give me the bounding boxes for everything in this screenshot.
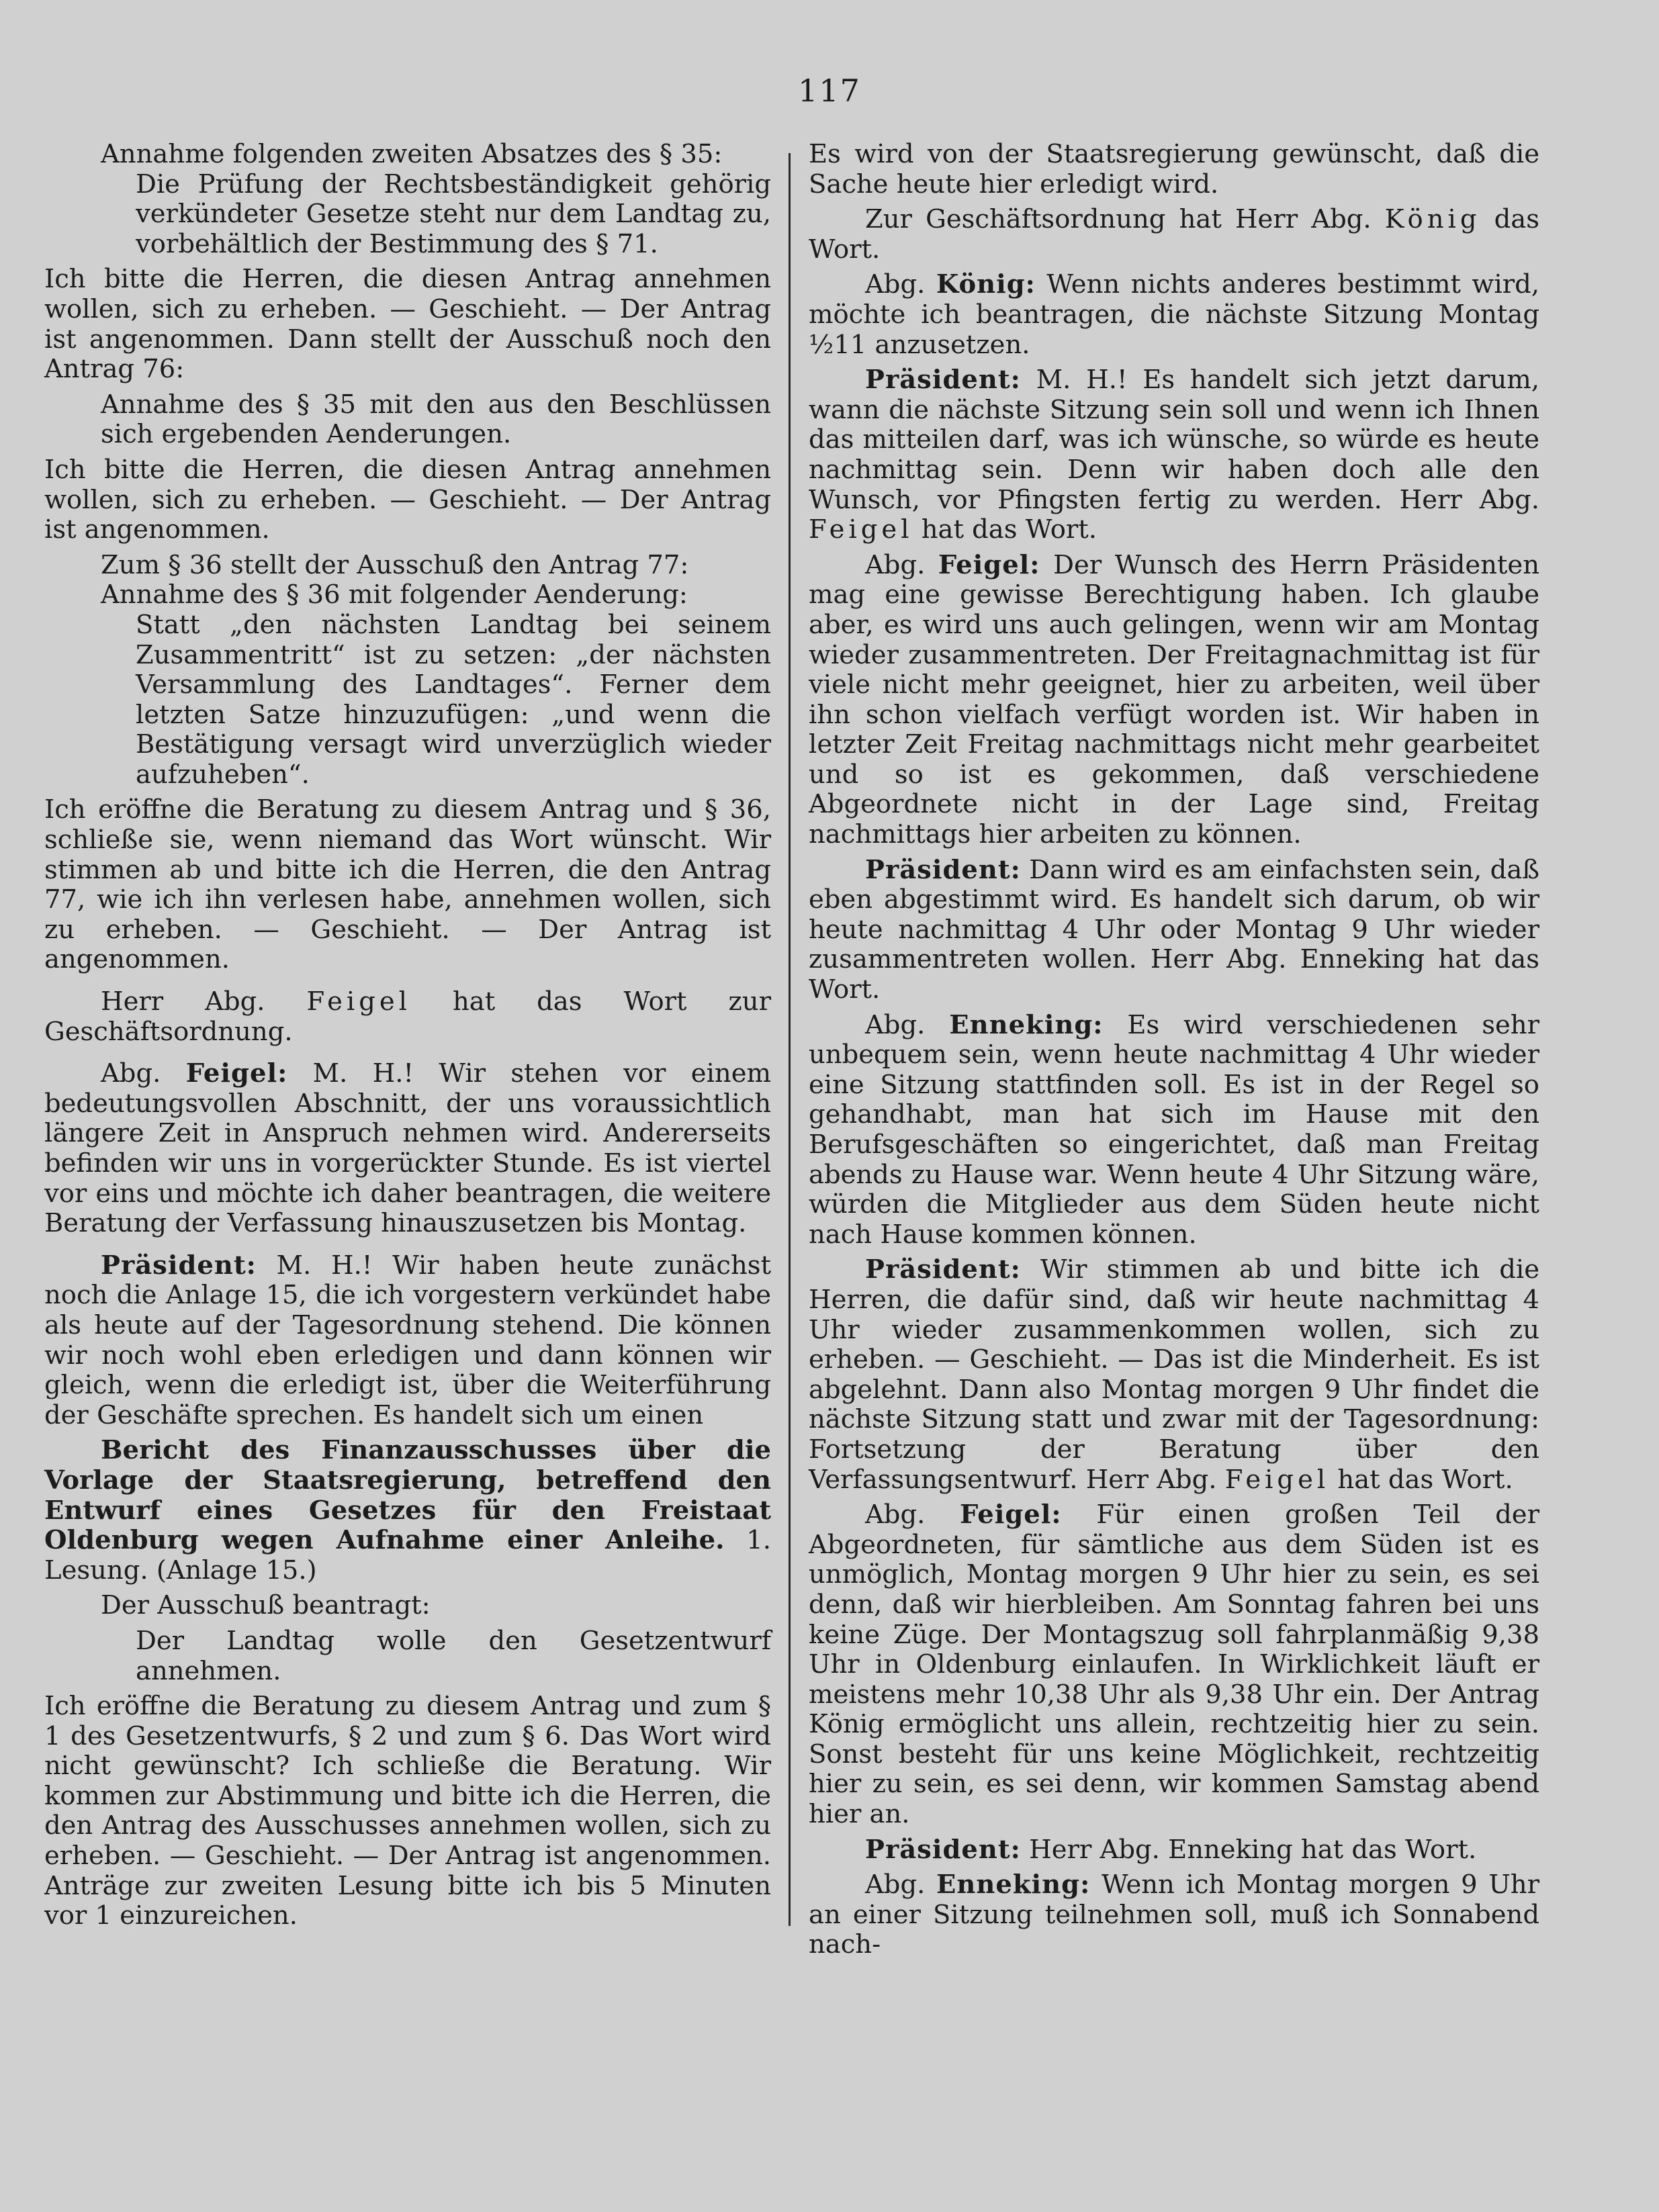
text: Abg. bbox=[865, 549, 938, 580]
paragraph: Ich eröffne die Beratung zu diesem Antrag und § 36, schließe sie, wenn niemand das Wort wünscht. Wir stimmen ab und bitte ich die Herren, die den Antrag 77, wie ich ihn verlesen habe, annehmen wollen, sich zu erheben. — Geschieht. — Der Antrag ist angenommen. bbox=[44, 794, 771, 975]
speaker-name: König bbox=[1384, 204, 1481, 235]
speaker-label: König: bbox=[936, 269, 1036, 300]
paragraph: Ich bitte die Herren, die diesen Antrag annehmen wollen, sich zu erheben. — Geschieht. — Der Antrag ist angenommen. Dann stellt der Ausschuß noch den Antrag 76: bbox=[44, 264, 771, 385]
speaker-label: Feigel: bbox=[185, 1058, 288, 1089]
speech-text: Der Wunsch des Herrn Präsidenten mag eine gewisse Berechtigung haben. Ich glaube aber, es wird uns auch gelingen, wenn wir am Montag wieder zusammentreten. Der Freitagnachmittag ist für viele nicht mehr geeignet, hier zu arbeiten, weil über ihn schon vielfach verfügt worden ist. Wir haben in letzter Zeit Freitag nachmittags nicht mehr gearbeitet und so ist es gekommen, daß verschiedene Abgeordnete nicht in der Lage sind, Freitag nachmittags hier arbeiten zu können. bbox=[809, 549, 1539, 850]
left-column bbox=[44, 140, 771, 1931]
paragraph bbox=[809, 205, 1539, 265]
paragraph bbox=[44, 987, 771, 1047]
speech-text: Herr Abg. Enneking hat das Wort. bbox=[1020, 1834, 1477, 1865]
speech-text: Wenn nichts anderes bestimmt wird, möchte ich beantragen, die nächste Sitzung Montag ½11 anzusetzen. bbox=[809, 269, 1539, 360]
text: Herr Abg. bbox=[101, 986, 307, 1017]
speech bbox=[809, 551, 1539, 850]
quoted-motion: Der Landtag wolle den Gesetzentwurf annehmen. bbox=[136, 1625, 771, 1686]
page-number: 117 bbox=[798, 73, 861, 109]
speech-text: Es wird verschiedenen sehr unbequem sein, wenn heute nachmittag 4 Uhr wieder eine Sitzung stattfinden soll. Es ist in der Regel so gehandhabt, man hat sich im Hause mit den Berufsgeschäften so eingerichtet, daß man Freitag abends zu Hause war. Wenn heute 4 Uhr Sitzung wäre, würden die Mitglieder aus dem Süden heute nicht nach Hause kommen können. bbox=[809, 1009, 1539, 1250]
right-column bbox=[809, 140, 1539, 1960]
agenda-heading: Bericht des Finanzausschusses über die Vorlage der Staatsregierung, betreffend den Entwurf eines Gesetzes für den Freistaat Oldenburg wegen Aufnahme einer Anleihe. bbox=[44, 1435, 771, 1556]
paragraph: Annahme folgenden zweiten Absatzes des § 35: bbox=[101, 139, 723, 169]
text: hat das Wort. bbox=[1329, 1464, 1513, 1495]
speech-text: M. H.! Wir haben heute zunächst noch die Anlage 15, die ich vorgestern verkündet habe als heute auf der Tagesordnung stehend. Die können wir noch wohl eben erledigen und dann können wir gleich, wenn die erledigt ist, über die Weiterführung der Geschäfte sprechen. Es handelt sich um einen bbox=[44, 1250, 771, 1430]
speaker-label: Präsident: bbox=[865, 365, 1021, 396]
speaker-label: Enneking: bbox=[936, 1870, 1091, 1900]
speech bbox=[809, 1870, 1539, 1960]
column-divider bbox=[789, 153, 791, 1926]
paragraph: Ich bitte die Herren, die diesen Antrag annehmen wollen, sich zu erheben. — Geschieht. — Der Antrag ist angenommen. bbox=[44, 454, 771, 545]
speaker-label: Feigel: bbox=[960, 1500, 1062, 1530]
speech bbox=[809, 270, 1539, 360]
speaker-label: Enneking: bbox=[949, 1009, 1104, 1040]
speech bbox=[809, 856, 1539, 1005]
quoted-motion: Annahme des § 35 mit den aus den Beschlüssen sich ergebenden Aenderungen. bbox=[101, 389, 771, 450]
speech-text: Für einen großen Teil der Abgeordneten, für sämtliche aus dem Süden ist es unmöglich, Montag morgen 9 Uhr hier zu sein, es sei denn, daß wir hierbleiben. Am Sonntag fahren bei uns keine Züge. Der Montagszug soll fahrplanmäßig 9,38 Uhr in Oldenburg einlaufen. In Wirklichkeit läuft er meistens mehr 10,38 Uhr als 9,38 Uhr ein. Der Antrag König ermöglicht uns allein, rechtzeitig hier zu sein. Sonst besteht für uns keine Möglichkeit, rechtzeitig hier zu sein, es sei denn, wir kommen Samstag abend hier an. bbox=[809, 1500, 1539, 1830]
text: das Wort. bbox=[809, 204, 1539, 265]
text: Abg. bbox=[865, 1870, 937, 1900]
agenda-item bbox=[44, 1436, 771, 1585]
text: 1. Lesung. (Anlage 15.) bbox=[44, 1525, 771, 1585]
text: Abg. bbox=[865, 269, 936, 300]
speaker-label: Präsident: bbox=[865, 854, 1021, 885]
speech bbox=[809, 1011, 1539, 1250]
speaker-label: Präsident: bbox=[101, 1250, 257, 1281]
speaker-name: Feigel bbox=[1224, 1464, 1330, 1495]
speech bbox=[809, 365, 1539, 545]
speech bbox=[809, 1835, 1539, 1865]
text: Abg. bbox=[101, 1058, 186, 1089]
speech bbox=[44, 1251, 771, 1431]
paragraph: Annahme des § 36 mit folgender Aenderung: bbox=[101, 580, 688, 610]
speaker-label: Präsident: bbox=[865, 1834, 1021, 1865]
paragraph: Der Ausschuß beantragt: bbox=[101, 1590, 431, 1621]
quoted-motion: Die Prüfung der Rechtsbeständigkeit gehörig verkündeter Gesetze steht nur dem Landtag zu, vorbehältlich der Bestimmung des § 71. bbox=[136, 169, 771, 259]
speaker-label: Präsident: bbox=[865, 1254, 1021, 1285]
speech bbox=[809, 1255, 1539, 1495]
speech-text: Dann wird es am einfachsten sein, daß eben abgestimmt wird. Es handelt sich darum, ob wir heute nachmittag 4 Uhr oder Montag 9 Uhr wieder zusammentreten wollen. Herr Abg. Enneking hat das Wort. bbox=[809, 854, 1539, 1005]
speaker-name: Feigel bbox=[306, 986, 411, 1017]
speaker-label: Feigel: bbox=[938, 549, 1040, 580]
speech-text: Wenn ich Montag morgen 9 Uhr an einer Sitzung teilnehmen soll, muß ich Sonnabend nach- bbox=[809, 1870, 1539, 1960]
speech-text: M. H.! Es handelt sich jetzt darum, wann die nächste Sitzung sein soll und wenn ich Ihnen das mitteilen darf, was ich wünsche, so würde es heute nachmittag sein. Denn wir haben doch alle den Wunsch, vor Pfingsten fertig zu werden. Herr Abg. bbox=[809, 365, 1539, 515]
paragraph: Es wird von der Staatsregierung gewünscht, daß die Sache heute hier erledigt wird. bbox=[809, 139, 1539, 199]
text: hat das Wort. bbox=[913, 514, 1097, 545]
speech bbox=[809, 1500, 1539, 1830]
quoted-motion: Statt „den nächsten Landtag bei seinem Zusammentritt“ ist zu setzen: „der nächsten Versammlung des Landtages“. Ferner dem letzten Satze hinzuzufügen: „und wenn die Bestätigung versagt wird unverzüglich wieder aufzuheben“. bbox=[136, 609, 771, 790]
text: Zur Geschäftsordnung hat Herr Abg. bbox=[865, 204, 1385, 235]
paragraph: Ich eröffne die Beratung zu diesem Antrag und zum § 1 des Gesetzentwurfs, § 2 und zum § 6. Das Wort wird nicht gewünscht? Ich schließe die Beratung. Wir kommen zur Abstimmung und bitte ich die Herren, die den Antrag des Ausschusses annehmen wollen, sich zu erheben. — Geschieht. — Der Antrag ist angenommen. Anträge zur zweiten Lesung bitte ich bis 5 Minuten vor 1 einzureichen. bbox=[44, 1691, 771, 1931]
speech-text: M. H.! Wir stehen vor einem bedeutungsvollen Abschnitt, der uns voraussichtlich längere Zeit in Anspruch nehmen wird. Andererseits befinden wir uns in vorgerückter Stunde. Es ist viertel vor eins und möchte ich daher beantragen, die weitere Beratung der Verfassung hinauszusetzen bis Montag. bbox=[44, 1058, 771, 1239]
text: Abg. bbox=[865, 1500, 960, 1530]
speaker-name: Feigel bbox=[809, 514, 913, 545]
text: Abg. bbox=[865, 1009, 950, 1040]
text: hat das Wort zur Geschäftsordnung. bbox=[44, 986, 771, 1047]
speech-text: Wir stimmen ab und bitte ich die Herren, die dafür sind, daß wir heute nachmittag 4 Uhr wieder zusammenkommen wollen, sich zu erheben. — Geschieht. — Das ist die Minderheit. Es ist abgelehnt. Dann also Montag morgen 9 Uhr findet die nächste Sitzung statt und zwar mit der Tagesordnung: Fortsetzung der Beratung über den Verfassungsentwurf. Herr Abg. bbox=[809, 1254, 1539, 1495]
paragraph: Zum § 36 stellt der Ausschuß den Antrag 77: bbox=[101, 549, 689, 580]
speech bbox=[44, 1059, 771, 1239]
